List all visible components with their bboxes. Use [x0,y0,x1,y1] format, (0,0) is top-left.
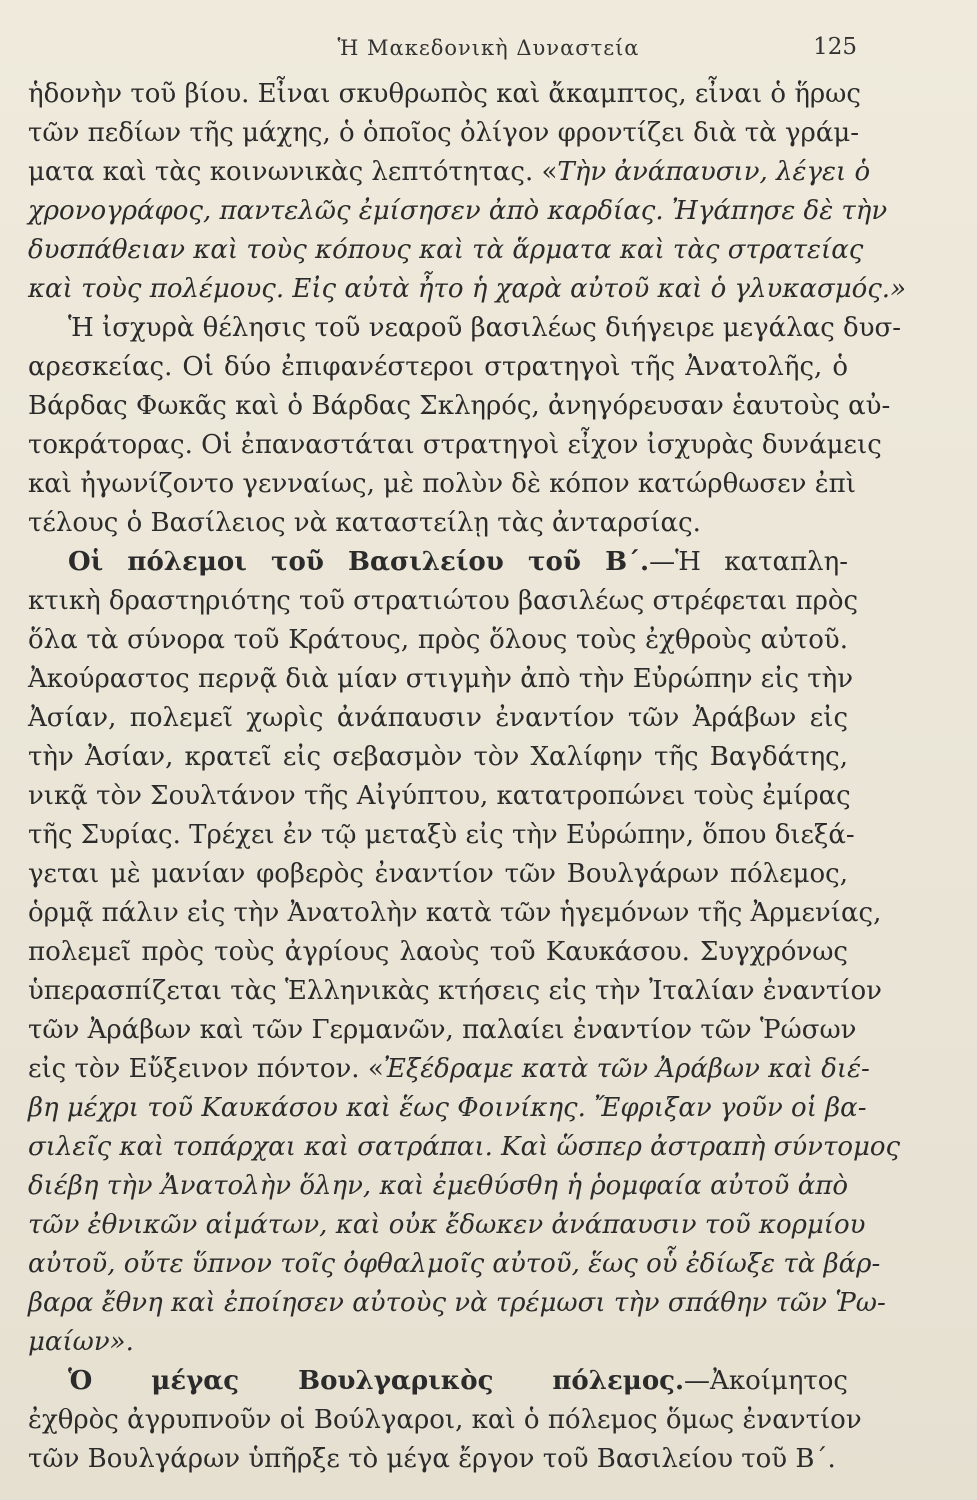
text-line: τὴν Ἀσίαν, κρατεῖ εἰς σεβασμὸν τὸν Χαλίφην τῆς Βαγδάτης, [28,742,848,772]
text-line: Ἀκούραστος περνᾷ διὰ μίαν στιγμὴν ἀπὸ τὴν Εὐρώπην εἰς τὴν [28,664,854,694]
text-line: τῶν Βουλγάρων ὑπῆρξε τὸ μέγα ἔργον τοῦ Βασιλείου τοῦ Β΄. [28,1444,836,1474]
text-line: ὅλα τὰ σύνορα τοῦ Κράτους, πρὸς ὅλους τοὺς ἐχθροὺς αὐτοῦ. [28,625,848,655]
text-line: ἡδονὴν τοῦ βίου. Εἶναι σκυθρωπὸς καὶ ἄκαμπτος, εἶναι ὁ ἥρως [28,79,861,109]
text-line: διέβη τὴν Ἀνατολὴν ὅλην, καὶ ἐμεθύσθη ἡ ῥομφαία αὐτοῦ ἀπὸ [28,1171,848,1201]
running-head [0,30,977,70]
text-line: δυσπάθειαν καὶ τοὺς κόπους καὶ τὰ ἅρματα καὶ τὰς στρατείας [28,235,864,265]
section-heading-line: Ὁ μέγας Βουλγαρικὸς πόλεμος.—Ἀκοίμητος [68,1366,848,1396]
text-line: κτικὴ δραστηριότης τοῦ στρατιώτου βασιλέως στρέφεται πρὸς [28,586,859,616]
paragraph-start: Ἡ ἰσχυρὰ θέλησις τοῦ νεαροῦ βασιλέως διήγειρε μεγάλας δυσ- [68,313,902,343]
text-line: τῶν πεδίων τῆς μάχης, ὁ ὁποῖος ὀλίγον φροντίζει διὰ τὰ γράμ- [28,118,860,148]
page-number: 125 [813,34,857,60]
text-line: τῆς Συρίας. Τρέχει ἐν τῷ μεταξὺ εἰς τὴν Εὐρώπην, ὅπου διεξά- [28,820,855,850]
text-line: τοκράτορας. Οἱ ἐπαναστάται στρατηγοὶ εἶχον ἰσχυρὰς δυνάμεις [28,430,882,460]
text-line: Βάρδας Φωκᾶς καὶ ὁ Βάρδας Σκληρός, ἀνηγόρευσαν ἑαυτοὺς αὐ- [28,391,891,421]
text-line: χρονογράφος, παντελῶς ἐμίσησεν ἀπὸ καρδίας. Ἠγάπησε δὲ τὴν [28,196,888,226]
text-line: καὶ τοὺς πολέμους. Εἰς αὐτὰ ἦτο ἡ χαρὰ αὐτοῦ καὶ ὁ γλυκασμός.» [28,274,906,304]
text-line: ματα καὶ τὰς κοινωνικὰς λεπτότητας. «Τὴν ἀνάπαυσιν, λέγει ὁ [28,157,871,187]
text-line: καὶ ἠγωνίζοντο γενναίως, μὲ πολὺν δὲ κόπον κατώρθωσεν ἐπὶ [28,469,856,499]
text-line: ἐχθρὸς ἀγρυπνοῦν οἱ Βούλγαροι, καὶ ὁ πόλεμος ὅμως ἐναντίον [28,1405,862,1435]
text-line: τέλους ὁ Βασίλειος νὰ καταστείλῃ τὰς ἀνταρσίας. [28,508,701,538]
running-title: Ἡ Μακεδονικὴ Δυναστεία [337,36,640,60]
text-line: τῶν Ἀράβων καὶ τῶν Γερμανῶν, παλαίει ἐναντίον τῶν Ῥώσων [28,1015,857,1045]
text-line: βη μέχρι τοῦ Καυκάσου καὶ ἕως Φοινίκης. Ἔφριξαν γοῦν οἱ βα- [28,1093,867,1123]
section-heading: Οἱ πόλεμοι τοῦ Βασιλείου τοῦ Β΄. [68,547,650,577]
text-line: σιλεῖς καὶ τοπάρχαι καὶ σατράπαι. Καὶ ὥσπερ ἀστραπὴ σύντομος [28,1132,901,1162]
text-line: νικᾷ τὸν Σουλτάνον τῆς Αἰγύπτου, κατατροπώνει τοὺς ἐμίρας [28,781,851,811]
text-line: αρεσκείας. Οἱ δύο ἐπιφανέστεροι στρατηγοὶ τῆς Ἀνατολῆς, ὁ [28,352,848,382]
section-heading: Ὁ μέγας Βουλγαρικὸς πόλεμος. [68,1366,685,1396]
text-line: μαίων». [28,1327,134,1357]
text-line: αὐτοῦ, οὔτε ὕπνον τοῖς ὀφθαλμοῖς αὐτοῦ, ἕως οὗ ἐδίωξε τὰ βάρ- [28,1249,881,1279]
text-line: γεται μὲ μανίαν φοβερὸς ἐναντίον τῶν Βουλγάρων πόλεμος, [28,859,848,889]
text-line: ὁρμᾷ πάλιν εἰς τὴν Ἀνατολὴν κατὰ τῶν ἡγεμόνων τῆς Ἀρμενίας, [28,898,882,928]
text-line: τῶν ἐθνικῶν αἱμάτων, καὶ οὐκ ἔδωκεν ἀνάπαυσιν τοῦ κορμίου [28,1210,866,1240]
text-line: εἰς τὸν Εὔξεινον πόντον. «Ἐξέδραμε κατὰ τῶν Ἀράβων καὶ διέ- [28,1054,870,1084]
text-line: ὑπερασπίζεται τὰς Ἑλληνικὰς κτήσεις εἰς τὴν Ἰταλίαν ἐναντίον [28,976,882,1006]
text-line: βαρα ἔθνη καὶ ἐποίησεν αὐτοὺς νὰ τρέμωσι τὴν σπάθην τῶν Ῥω- [28,1288,886,1318]
text-line: Ἀσίαν, πολεμεῖ χωρὶς ἀνάπαυσιν ἐναντίον τῶν Ἀράβων εἰς [28,703,848,733]
text-line: πολεμεῖ πρὸς τοὺς ἀγρίους λαοὺς τοῦ Καυκάσου. Συγχρόνως [28,937,848,967]
section-heading-line: Οἱ πόλεμοι τοῦ Βασιλείου τοῦ Β΄.—Ἡ καταπλη- [68,547,848,577]
